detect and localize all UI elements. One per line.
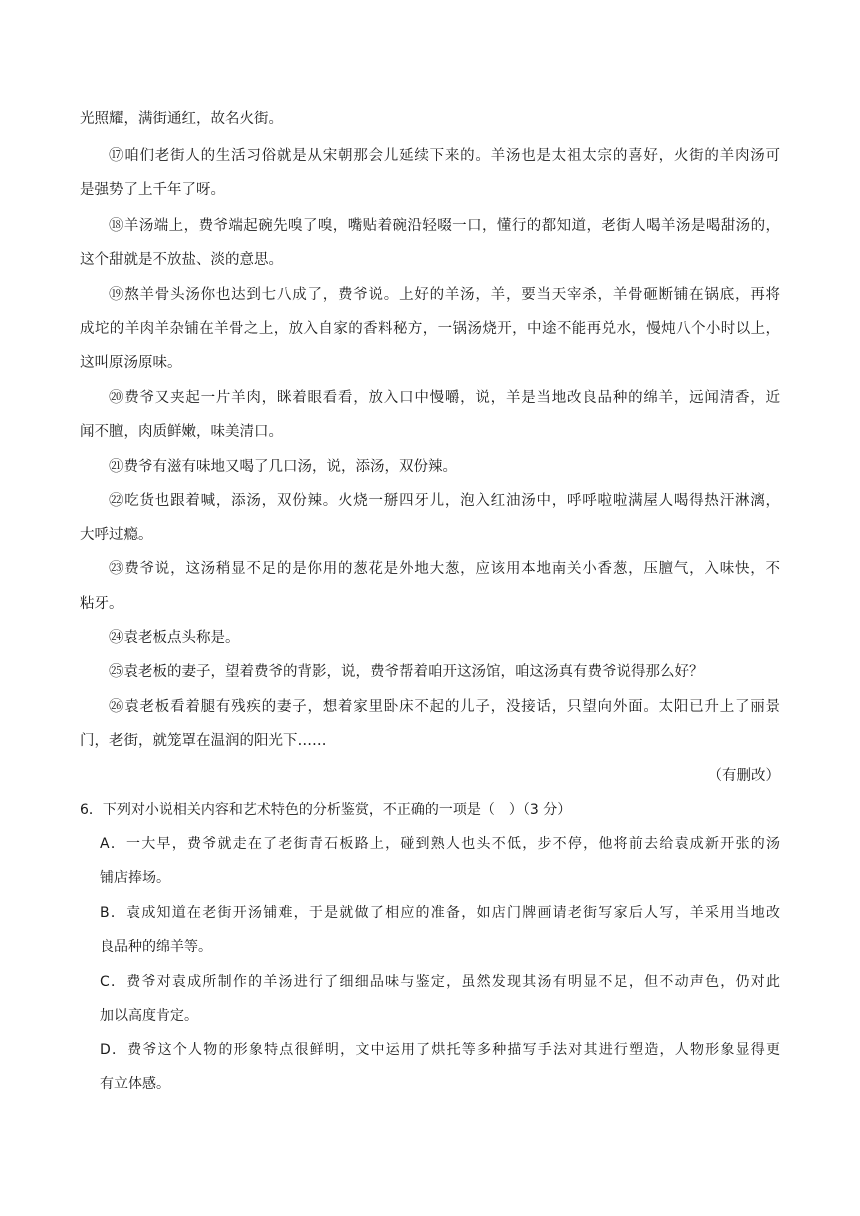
paragraph-24: ㉔袁老板点头称是。 <box>109 630 240 646</box>
paragraph-23-line-1: ㉓费爷说，这汤稍显不足的是你用的葱花是外地大葱，应该用本地南关小香葱，压膻气，入味快，不 <box>109 561 780 577</box>
option-a-line-2: 铺店捧场。 <box>100 870 170 886</box>
option-c-line-1: C．费爷对袁成所制作的羊汤进行了细细品味与鉴定，虽然发现其汤有明显不足，但不动声色，仍对此 <box>100 974 780 990</box>
option-b-line-1: B．袁成知道在老街开汤铺难，于是就做了相应的准备，如店门牌画请老街写家后人写，羊采用当地改 <box>100 905 780 921</box>
paragraph-20-line-1: ⑳费爷又夹起一片羊肉，眯着眼看看，放入口中慢嚼，说，羊是当地改良品种的绵羊，远闻清香，近 <box>109 390 780 406</box>
option-d-line-1: D．费爷这个人物的形象特点很鲜明，文中运用了烘托等多种描写手法对其进行塑造，人物形象显得更 <box>100 1042 780 1058</box>
paragraph-19-line-2: 成坨的羊肉羊杂铺在羊骨之上，放入自家的香料秘方，一锅汤烧开，中途不能再兑水，慢炖八个小时以上， <box>80 321 780 337</box>
paragraph-26-line-2: 门，老街，就笼罩在温润的阳光下…… <box>80 733 327 749</box>
paragraph-21: ㉑费爷有滋有味地又喝了几口汤，说，添汤，双份辣。 <box>109 459 457 475</box>
option-c-line-2: 加以高度肯定。 <box>100 1008 198 1024</box>
paragraph-19-line-1: ⑲熬羊骨头汤你也达到七八成了，费爷说。上好的羊汤，羊，要当天宰杀，羊骨砸断铺在锅底，再将 <box>109 287 780 303</box>
paragraph-18-line-2: 这个甜就是不放盐、淡的意思。 <box>80 252 283 268</box>
paragraph-17-line-2: 是强势了上千年了呀。 <box>80 182 225 198</box>
paragraph-18-line-1: ⑱羊汤端上，费爷端起碗先嗅了嗅，嘴贴着碗沿轻啜一口，懂行的都知道，老街人喝羊汤是喝甜汤的， <box>109 218 780 234</box>
option-d-line-2: 有立体感。 <box>100 1076 170 1092</box>
paragraph-19-line-3: 这叫原汤原味。 <box>80 355 182 371</box>
paragraph-22-line-2: 大呼过瘾。 <box>80 527 153 543</box>
option-a-line-1: A．一大早，费爷就走在了老街青石板路上，碰到熟人也头不低，步不停，他将前去给袁成新开张的汤 <box>100 836 780 852</box>
paragraph-17-line-1: ⑰咱们老街人的生活习俗就是从宋朝那会儿延续下来的。羊汤也是太祖太宗的喜好，火街的羊肉汤可 <box>109 148 780 164</box>
option-b-line-2: 良品种的绵羊等。 <box>100 939 212 955</box>
paragraph-23-line-2: 粘牙。 <box>80 596 124 612</box>
paragraph-25: ㉕袁老板的妻子，望着费爷的背影，说，费爷帮着咱开这汤馆，咱这汤真有费爷说得那么好？ <box>109 664 704 680</box>
paragraph-22-line-1: ㉒吃货也跟着喊，添汤，双份辣。火烧一掰四牙儿，泡入红油汤中，呼呼啦啦满屋人喝得热汗淋漓， <box>109 493 780 509</box>
story-line: 光照耀，满街通红，故名火街。 <box>80 111 283 127</box>
question-stem: 6．下列对小说相关内容和艺术特色的分析鉴赏，不正确的一项是（ ）（3 分） <box>80 802 572 818</box>
paragraph-26-line-1: ㉖袁老板看着腿有残疾的妻子，想着家里卧床不起的儿子，没接话，只望向外面。太阳已升上了丽景 <box>109 699 780 715</box>
paragraph-20-line-2: 闻不膻，肉质鲜嫩，味美清口。 <box>80 424 283 440</box>
source-note: （有删改） <box>707 768 780 784</box>
